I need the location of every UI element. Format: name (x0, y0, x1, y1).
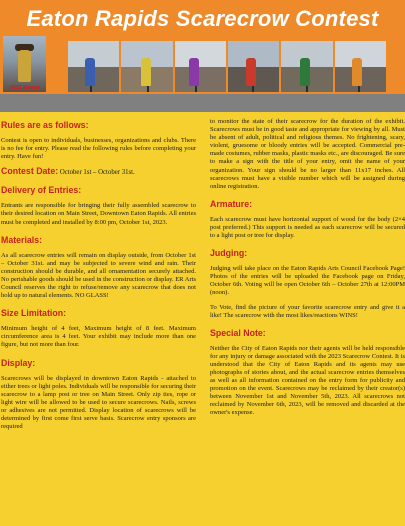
scarecrow-figure-icon (18, 50, 31, 82)
right-column (210, 118, 405, 424)
materials-heading: Materials: (1, 234, 43, 245)
scarecrow-photo (68, 41, 119, 92)
contest-date-label: Contest Date: (1, 166, 59, 177)
display-text-continued: to monitor the state of their scarecrow for the duration of the exhibit. Scarecrows must be in good taste and appropriate for viewing by all. Must be absent of adult, political and religious themes. No frightening, scary, violent, gruesome or bloody entries will be accepted. Commercial pre-made costumes, rubber masks, plastic masks etc., are discouraged. Be sure to make a sign with the title of your entry, omit the name of your organization. Your sign should be no larger than 11x17 inches. All scarecrows must have a visible number which will be assigned during online registration. (210, 118, 405, 190)
display-text: Scarecrows will be displayed in downtown Eaton Rapids - attached to either trees or light poles. Individuals will be responsible for securing their scarecrow to a lamp post or tree on Main Street. Only zip ties, rope or light wire will be allowed to be used to secure scarecrows. Nails, screws or adhesives are not permitted. Display location of scarecrows will be determined by first come first serve basis. Scarecrow entry sponsors are required (1, 374, 196, 431)
photo-strip (68, 41, 386, 92)
contest-date-value: October 1st – October 31st. (59, 169, 135, 177)
rules-text: Contest is open to individuals, businesses, organizations and clubs. There is no fee for entry. Please read the following rules before completing your entry. Have fun! (1, 137, 196, 161)
delivery-heading: Delivery of Entries: (1, 185, 82, 196)
delivery-text: Entrants are responsible for bringing their fully assembled scarecrow to their desired location on Main Street, Downtown Eaton Rapids. All entries must be completed and installed by 8:00 pm, October 1st, 2023. (1, 202, 196, 226)
rules-panel (0, 112, 405, 526)
vote-text: To Vote, find the picture of your favorite scarecrow entry and give it a like! The scarecrow with the most likes/reactions WINS! (210, 303, 405, 319)
scarecrow-photo (281, 41, 332, 92)
page-title: Eaton Rapids Scarecrow Contest (26, 6, 379, 31)
header-banner (0, 0, 405, 94)
special-note-text: Neither the City of Eaton Rapids nor their agents will be held responsible for any injury or damage associated with the 2023 Scarecrow Contest. It is understood that the City of Eaton Rapids and its agents may use photographs of stories about, and the actual scarecrow entries themselves as well as all information contained on the entry form for publicity and promotion on the event. Scarecrows may be reclaimed by their creator(s) between November 1st and November 5th, 2023. All scarecrows not reclaimed by November 6th, 2023, will be removed and discarded at the owner's expense. (210, 344, 405, 417)
armature-text: Each scarecrow must have horizontal support of wood for the body (2×4 post preferred.) This support is needed as each scarecrow will be secured to a light post or tree for display. (210, 215, 405, 240)
winner-photo (3, 36, 46, 92)
judging-text: Judging will take place on the Eaton Rapids Arts Council Facebook Page! Photos of the entries will be uploaded the Facebook page on Friday, October 6th. Voting will be open October 6th – October 27th at 12:00PM (noon). (210, 265, 405, 297)
contest-date (1, 167, 196, 177)
judging-heading: Judging: (210, 248, 248, 259)
size-text: Minimum height of 4 feet, Maximum height of 8 feet. Maximum circumference area is 4 feet. Your exhibit may include more than one figure, but not more than four. (1, 325, 196, 349)
size-heading: Size Limitation: (1, 308, 67, 319)
left-column (1, 120, 196, 437)
scarecrow-photo (175, 41, 226, 92)
display-heading: Display: (1, 357, 36, 368)
rules-heading: Rules are as follows: (1, 120, 89, 130)
scarecrow-photo (228, 41, 279, 92)
divider-band (0, 94, 405, 112)
armature-heading: Armature: (210, 198, 253, 209)
scarecrow-photo (121, 41, 172, 92)
materials-text: As all scarecrow entries will remain on display outside, from October 1st – October 31st. and may be subjected to severe wind and rain. Their construction should be durable, and all ornamentation securely attached. No perishable goods should be used in the construction or display. ER Arts Council reserves the right to refuse/remove any scarecrow that does not hold up to natural elements. NO GLASS! (1, 251, 196, 300)
special-note-heading: Special Note: (210, 327, 266, 338)
winner-label: 2022 Winner (10, 85, 40, 91)
scarecrow-photo (335, 41, 386, 92)
